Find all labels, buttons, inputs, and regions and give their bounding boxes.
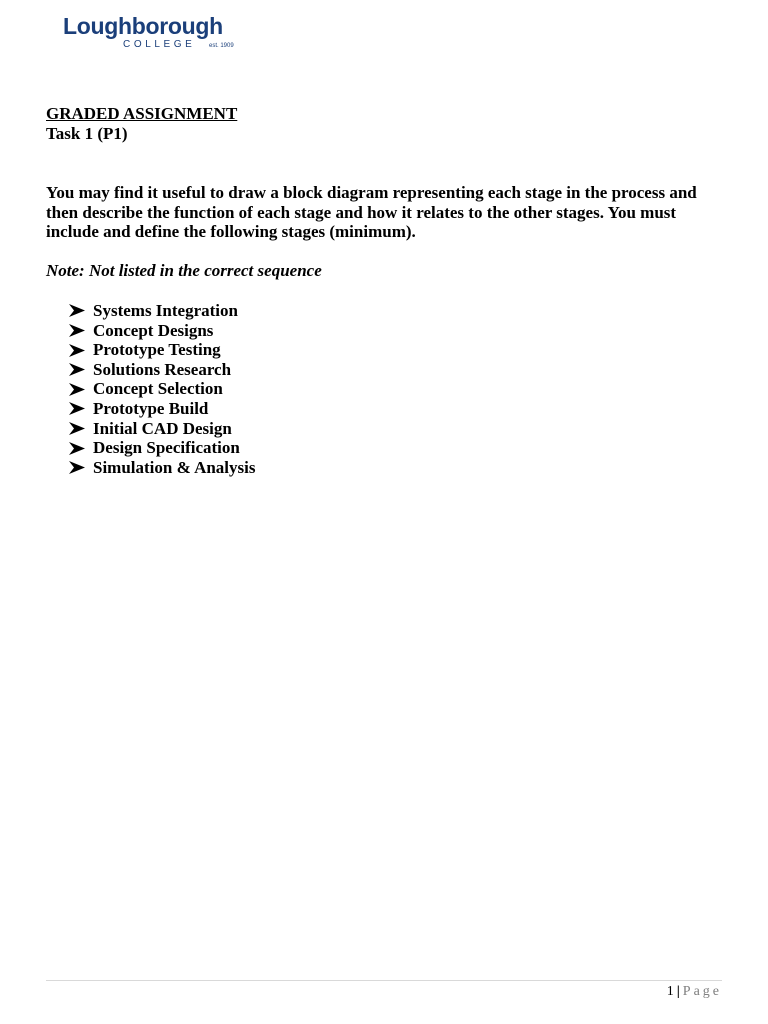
arrow-bullet-icon: [69, 402, 85, 415]
stage-label: Design Specification: [93, 438, 240, 458]
page-label: Page: [682, 984, 722, 999]
footer-divider: [46, 980, 722, 981]
instructions-paragraph: You may find it useful to draw a block diagram representing each stage in the process and then describe the function of each stage and how it relates to the other stages. You must include and define the following stages (minimum).: [46, 183, 697, 242]
list-item: [69, 360, 736, 380]
document-body: [46, 104, 736, 477]
list-item: [69, 301, 736, 321]
assignment-heading: GRADED ASSIGNMENT: [46, 104, 238, 123]
list-item: [69, 399, 736, 419]
arrow-bullet-icon: [69, 344, 85, 357]
arrow-bullet-icon: [69, 304, 85, 317]
arrow-bullet-icon: [69, 442, 85, 455]
arrow-bullet-icon: [69, 324, 85, 337]
list-item: [69, 379, 736, 399]
arrow-bullet-icon: [69, 422, 85, 435]
page-number: 1: [666, 984, 674, 999]
stage-label: Concept Designs: [93, 320, 214, 340]
stage-label: Concept Selection: [93, 379, 223, 399]
arrow-bullet-icon: [69, 363, 85, 376]
sequence-note: Note: Not listed in the correct sequence: [46, 261, 322, 281]
stage-label: Solutions Research: [93, 359, 232, 379]
task-title: Task 1 (P1): [46, 124, 128, 143]
stage-label: Prototype Testing: [93, 340, 221, 360]
logo-established: est. 1909: [209, 43, 234, 49]
list-item: [69, 438, 736, 458]
list-item: [69, 340, 736, 360]
arrow-bullet-icon: [69, 461, 85, 474]
stage-label: Initial CAD Design: [93, 418, 232, 438]
page-footer: [667, 983, 722, 1001]
stage-list: [46, 301, 736, 477]
page-separator: |: [676, 984, 680, 999]
arrow-bullet-icon: [69, 383, 85, 396]
list-item: [69, 321, 736, 341]
stage-label: Simulation & Analysis: [93, 457, 256, 477]
list-item: [69, 419, 736, 439]
logo-name: Loughborough: [63, 13, 223, 39]
list-item: [69, 458, 736, 478]
college-logo: [63, 12, 243, 52]
stage-label: Systems Integration: [93, 301, 238, 321]
logo-subtitle: COLLEGE: [123, 39, 196, 50]
stage-label: Prototype Build: [93, 399, 209, 419]
